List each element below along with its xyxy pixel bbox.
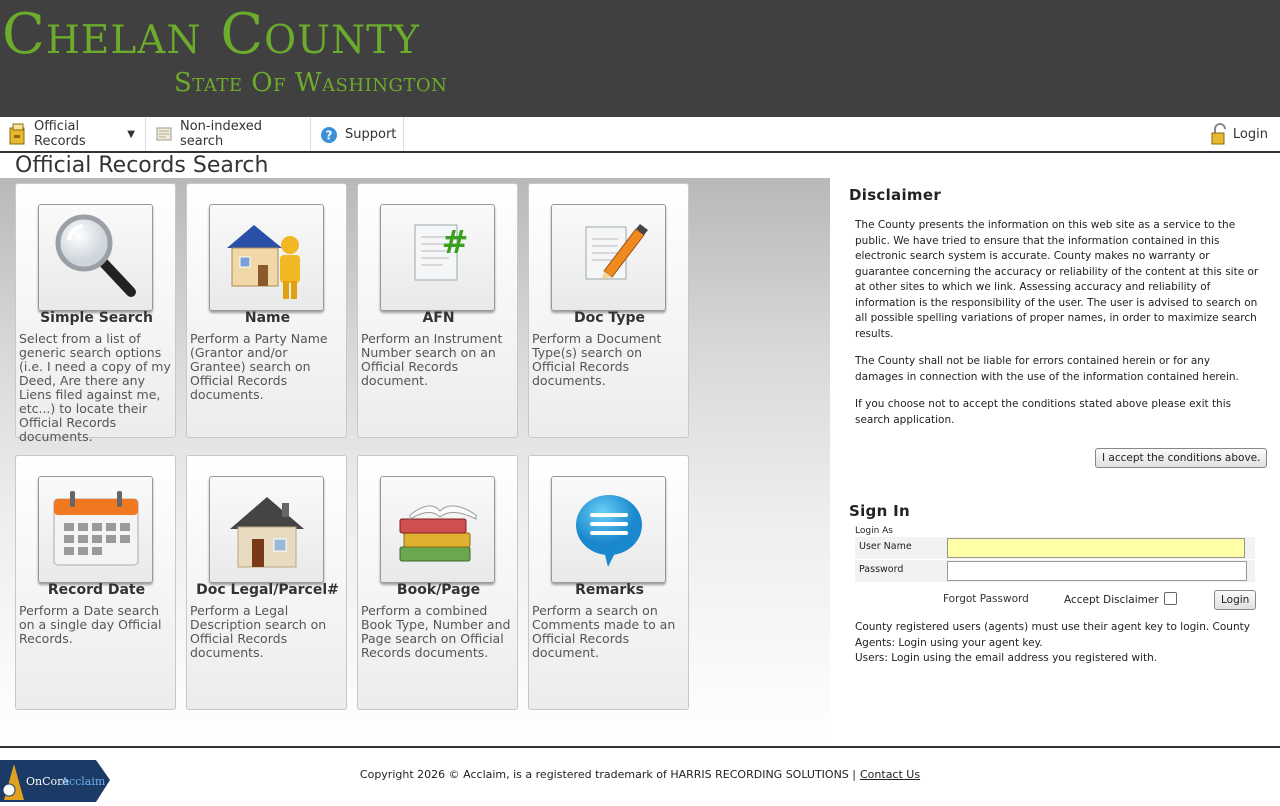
chevron-down-icon: ▼: [127, 128, 135, 140]
menu-bar: [0, 117, 1280, 153]
svg-text:?: ?: [325, 128, 333, 143]
menu-support[interactable]: [311, 117, 404, 151]
scroll-icon: [154, 122, 174, 146]
lock-icon: [1209, 122, 1229, 146]
accept-disclaimer-group: [1064, 594, 1177, 606]
tile-title: Simple Search: [40, 310, 153, 326]
logo-text-oncore: OnCore: [26, 775, 69, 788]
accept-conditions-button[interactable]: I accept the conditions above.: [1095, 448, 1267, 468]
accept-disclaimer-checkbox[interactable]: [1164, 592, 1177, 605]
tile-title: Record Date: [47, 582, 146, 598]
tile-remarks[interactable]: [528, 455, 689, 710]
tile-title: Doc Legal/Parcel#: [196, 582, 339, 598]
login-as-label: Login As: [855, 526, 893, 536]
tile-description: Perform a Document Type(s) search on Official Records documents.: [532, 331, 662, 388]
disclaimer-text: [855, 218, 1259, 440]
site-header: [0, 0, 1280, 117]
footer: [0, 746, 1280, 800]
tile-simple-search[interactable]: [15, 183, 176, 444]
tile-description: Perform a search on Comments made to an Official Records document.: [532, 603, 676, 660]
tile-title: Doc Type: [574, 310, 645, 326]
tile-description: Perform an Instrument Number search on an Official Records document.: [361, 331, 503, 388]
password-label: Password: [859, 564, 904, 575]
speech-bubble-icon: [551, 476, 666, 583]
disclaimer-paragraph: The County shall not be liable for errors contained herein or for any damages in connection with the use of the information contained herein.: [855, 355, 1239, 383]
signin-note: County registered users (agents) must use their agent key to login. County Agents: Login using your agent key.: [855, 621, 1250, 649]
copyright-text: Copyright 2026 © Acclaim, is a registered trademark of HARRIS RECORDING SOLUTIONS |: [359, 767, 856, 781]
signin-note: Users: Login using the email address you registered with.: [855, 652, 1158, 664]
menu-non-indexed-search[interactable]: [146, 117, 311, 151]
password-row: [855, 560, 1255, 582]
county-title: Chelan County: [2, 2, 420, 67]
accept-disclaimer-label: Accept Disclaimer: [1064, 594, 1159, 606]
tile-description: Perform a Party Name (Grantor and/or Grantee) search on Official Records documents.: [190, 331, 328, 402]
menu-official-records[interactable]: [0, 117, 146, 151]
document-pencil-icon: [551, 204, 666, 311]
username-label: User Name: [859, 541, 912, 552]
help-icon: [319, 122, 339, 146]
tile-description: Perform a Date search on a single day Official Records.: [19, 603, 162, 646]
svg-text:#: #: [441, 222, 468, 261]
magnifier-icon: [38, 204, 153, 311]
tile-description: Perform a combined Book Type, Number and Page search on Official Records documents.: [361, 603, 511, 660]
search-tiles-panel: [0, 178, 830, 744]
books-icon: [380, 476, 495, 583]
disclaimer-paragraph: If you choose not to accept the conditions stated above please exit this search application.: [855, 398, 1232, 426]
login-button[interactable]: Login: [1214, 590, 1256, 610]
person-house-icon: [209, 204, 324, 311]
forgot-password-link[interactable]: Forgot Password: [943, 593, 1029, 605]
menu-official-records-label: Official Records: [34, 119, 86, 149]
disclaimer-paragraph: The County presents the information on this web site as a service to the public. We have tried to ensure that the information contained in this electronic search system is accurate. County makes no warranty or guarantee concerning the accuracy or reliability of the content at this site or at other sites to which we link. Assessing accuracy and reliability of information is the responsibility of the user. The user is advised to search on all possible spelling variations of proper names, in order to maximize search results.: [855, 219, 1259, 340]
password-input[interactable]: [947, 561, 1247, 581]
tile-title: Book/Page: [396, 582, 481, 598]
menu-support-label: Support: [345, 126, 397, 142]
tile-title: AFN: [422, 310, 455, 326]
login-link-label: Login: [1232, 126, 1268, 142]
username-input[interactable]: [947, 538, 1245, 558]
right-panel: [849, 178, 1259, 738]
signin-notes: [855, 620, 1259, 667]
document-number-icon: [380, 204, 495, 311]
tile-afn[interactable]: [357, 183, 518, 438]
page-title: Official Records Search: [15, 153, 269, 178]
tile-description: Select from a list of generic search options (i.e. I need a copy of my Deed, Are there any Liens filed against me, etc...) to locate their Official Records documents.: [19, 331, 171, 444]
disclaimer-heading: Disclaimer: [849, 186, 942, 204]
tile-title: Name: [244, 310, 291, 326]
tile-doc-legal-parcel[interactable]: [186, 455, 347, 710]
footer-copyright-line: [0, 748, 1280, 800]
calendar-icon: [38, 476, 153, 583]
tile-description: Perform a Legal Description search on Official Records documents.: [190, 603, 327, 660]
tile-title: Remarks: [575, 582, 644, 598]
records-box-icon: [8, 122, 28, 146]
tile-record-date[interactable]: [15, 455, 176, 710]
signin-heading: Sign In: [849, 502, 910, 520]
login-link[interactable]: [1209, 117, 1268, 151]
tile-book-page[interactable]: [357, 455, 518, 710]
username-row: [855, 537, 1255, 559]
tile-doc-type[interactable]: [528, 183, 689, 438]
house-icon: [209, 476, 324, 583]
menu-non-indexed-label: Non-indexed search: [180, 119, 263, 149]
logo-text-acclaim: Acclaim: [61, 775, 106, 788]
contact-us-link[interactable]: Contact Us: [860, 767, 921, 781]
tile-name[interactable]: [186, 183, 347, 438]
state-subtitle: State Of Washington: [174, 68, 448, 98]
